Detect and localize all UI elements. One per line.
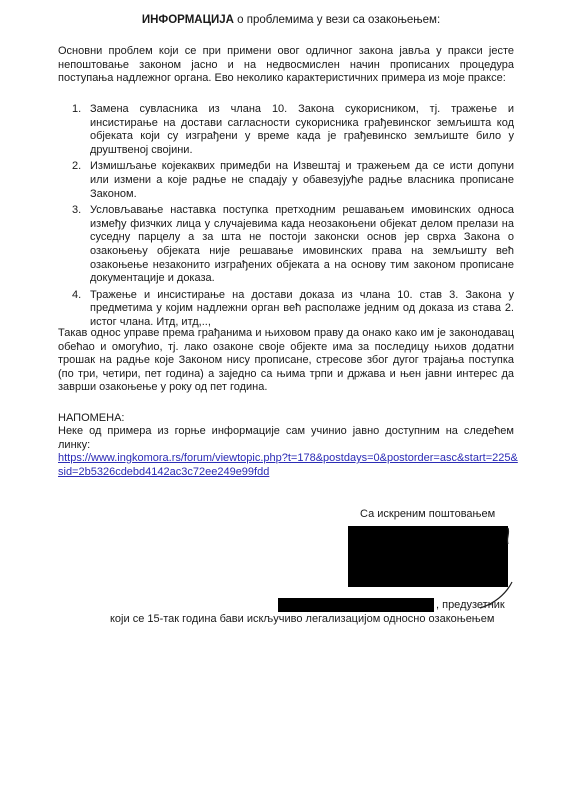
list-item <box>58 289 514 330</box>
title-rest: о проблемима у вези са озакоњењем: <box>233 14 441 26</box>
intro-paragraph: Основни проблем који се при примени овог одличног закона јавља у пракси јесте непоштовање законом јасно и на недвосмислен начин прописаних процедура поступања надлежног органа. Ево неколико карактеристичних примера из моје праксе: <box>58 45 514 85</box>
list-item <box>58 204 514 286</box>
list-item-text: Замена сувласника из члана 10. Закона сукорисником, тј. тражење и инсистирање на достави сагласности сукорисника грађевинског земљишта код објеката који су изграђени у време када је грађевинско земљиште било у друштвеној својини. <box>90 103 514 156</box>
list-item-text: Измишљање којекаквих примедби на Извештај и тражењем да се исти допуни или измени а које радње не спадају у обавезујуће радње власника прописане Законом. <box>90 160 514 200</box>
document-title <box>0 14 582 26</box>
note-heading: НАПОМЕНА: <box>58 412 125 424</box>
note-text: Неке од примера из горње информације сам учинио јавно доступним на следећем линку: <box>58 425 514 451</box>
list-item-number: 3. <box>72 204 82 217</box>
list-item <box>58 103 514 157</box>
list-item-number: 2. <box>72 160 82 173</box>
signature-description: који се 15-так година бави искључиво легализацијом односно озакоњењем <box>110 613 495 625</box>
list-item-text: Условљавање наставка поступка претходним решавањем имовинских односа између физчких лица у случајевима када неозакоњени објекат делом прелази на суседну парцелу а за шта не постоји законски основ јер сврха Закона о озакоњењу објеката није решавање имовинских права на земљишту већ озакоњење незаконито изграђених објеката а на основу тим законом прописане документације и доказа. <box>90 204 514 285</box>
consequence-paragraph: Такав однос управе према грађанима и њиховом праву да онако како им је законодавац обећао и омогућио, тј. лако озаконе своје објекте има за последицу њихов додатни трошак на радње које Законом нису прописане, стресове због дугог трајања поступка (по три, четири, пет година) а заједно са њима трпи и држава и њен јавни интерес да заврши озакоњење у року од пет година. <box>58 327 514 394</box>
problem-list <box>58 103 514 333</box>
list-item <box>58 160 514 201</box>
list-item-number: 1. <box>72 103 82 115</box>
forum-link[interactable]: https://www.ingkomora.rs/forum/viewtopic.php?t=178&postdays=0&postorder=asc&start=225&sid=2b5326cdebd4142ac3c72ee249e99fdd <box>58 452 518 478</box>
list-item-text: Тражење и инсистирање на достави доказа из члана 10. став 3. Закона у предметима у којим надлежни орган већ располаже једним од доказа из става 2. истог члана. Итд, итд,.., <box>90 288 514 328</box>
closing-salutation: Са искреним поштовањем <box>360 508 496 520</box>
title-bold: ИНФОРМАЦИЈА <box>141 14 234 26</box>
list-item-number: 4. <box>72 288 82 301</box>
redacted-name <box>278 598 434 612</box>
signature-title: , предузетник <box>436 599 505 611</box>
